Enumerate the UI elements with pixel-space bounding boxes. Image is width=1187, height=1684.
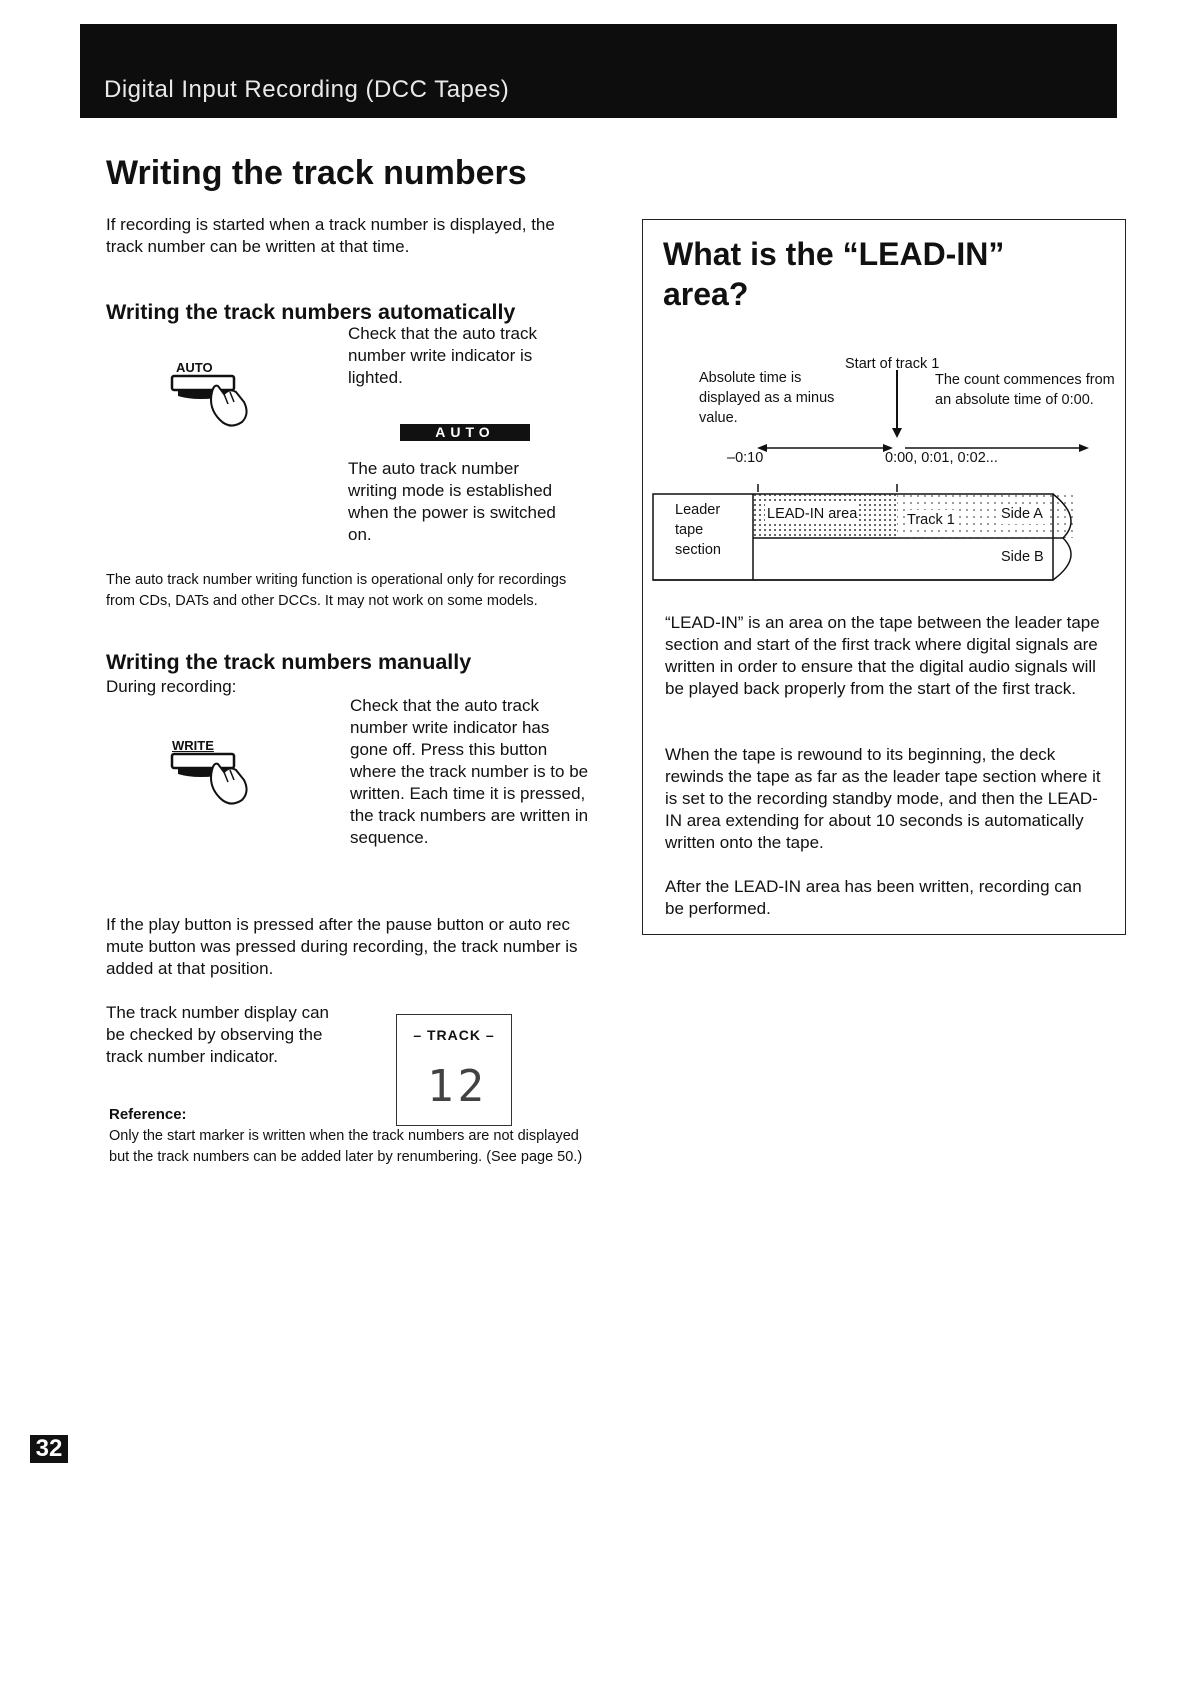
leadin-paragraph: “LEAD-IN” is an area on the tape between the leader tape section and start of the first track where digital signals are written in order to ensure that the digital audio signals will be played back properly from the start of the first track. — [665, 613, 1100, 698]
intro-text: If recording is started when a track number is displayed, the track number can be written at that time. — [106, 215, 555, 256]
auto-indicator: AUTO — [400, 424, 530, 441]
auto-mode-text: The auto track number writing mode is established when the power is switched on. — [348, 459, 556, 544]
minus-time-label: –0:10 — [727, 450, 764, 466]
track-label: – TRACK – — [413, 1027, 495, 1043]
reference-text: Only the start marker is written when the track numbers are not displayed but the track numbers can be added later by renumbering. (See page 50.) — [109, 1128, 583, 1165]
auto-note: The auto track number writing function is operational only for recordings from CDs, DATs and other DCCs. It may not work on some models. — [106, 572, 567, 609]
side-b-label: Side B — [1001, 549, 1044, 565]
write-button-illustration — [168, 734, 268, 814]
leadin-title: What is the “LEAD-IN” area? — [663, 236, 1005, 312]
track1-label: Track 1 — [907, 512, 955, 528]
manual-heading: Writing the track numbers manually — [106, 650, 472, 674]
reference-heading: Reference: — [109, 1106, 187, 1123]
auto-button-illustration — [168, 356, 268, 436]
auto-button-label: AUTO — [176, 360, 213, 375]
leadin-paragraph: After the LEAD-IN area has been written, recording can be performed. — [665, 877, 1082, 918]
absolute-time-note: Absolute time is displayed as a minus value. — [699, 370, 835, 426]
hand-press-icon — [168, 734, 268, 814]
during-recording-label: During recording: — [106, 677, 237, 696]
count-note: The count commences from an absolute time of 0:00. — [935, 372, 1115, 408]
track-number-display: 12 — [427, 1061, 488, 1112]
write-button-label: WRITE — [172, 738, 214, 753]
display-note: The track number display can be checked by observing the track number indicator. — [106, 1003, 329, 1066]
leadin-area-label: LEAD-IN area — [767, 506, 858, 522]
auto-heading: Writing the track numbers automatically — [106, 300, 516, 324]
hand-press-icon — [168, 356, 268, 436]
section-title: Digital Input Recording (DCC Tapes) — [104, 76, 510, 103]
page-title: Writing the track numbers — [106, 154, 527, 192]
tape-diagram — [643, 368, 1127, 618]
leadin-paragraph: When the tape is rewound to its beginning, the deck rewinds the tape as far as the leader tape section where it is set to the recording standby mode, and then the LEAD-IN area extending for about 10 seconds is automatically written onto the tape. — [665, 745, 1101, 852]
auto-check-text: Check that the auto track number write indicator is lighted. — [348, 324, 537, 387]
track-number-indicator — [396, 1014, 512, 1126]
pause-note: If the play button is pressed after the pause button or auto rec mute button was pressed during recording, the track number is added at that position. — [106, 915, 578, 978]
side-a-label: Side A — [1001, 506, 1043, 522]
page-number: 32 — [30, 1435, 68, 1463]
plus-times-label: 0:00, 0:01, 0:02... — [885, 450, 998, 466]
leadin-info-box — [642, 219, 1126, 935]
start-of-track-label: Start of track 1 — [845, 356, 940, 372]
manual-instructions: Check that the auto track number write indicator has gone off. Press this button where the track number is to be written. Each time it is pressed, the track numbers are written in sequence. — [350, 696, 589, 847]
leader-tape-label: Leader tape section — [675, 502, 721, 558]
section-header-bar — [80, 24, 1117, 118]
